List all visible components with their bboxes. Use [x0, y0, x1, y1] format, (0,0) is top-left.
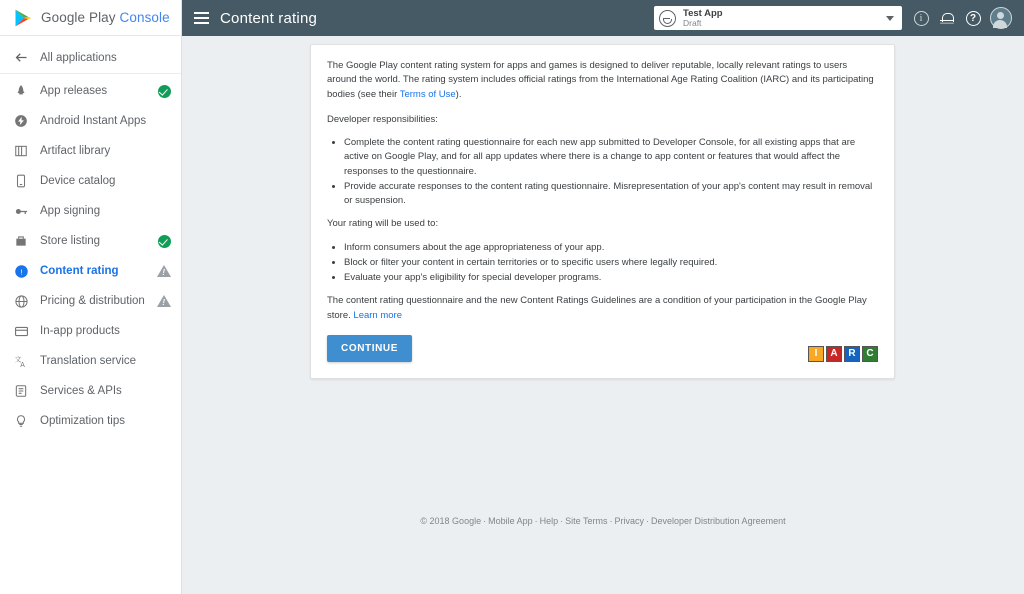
list-item: • Complete the content rating questionnaire for each new app submitted to Developer Console, for all existing apps that are active on Google Play, and for all app updates where there is a change to app content or features that would affect the responses to the questionnaire.: [344, 136, 878, 179]
sidebar-item-label: Device catalog: [40, 175, 116, 187]
svg-text:!: !: [19, 266, 23, 276]
card-icon: [13, 323, 29, 339]
footer-link-privacy[interactable]: Privacy: [614, 516, 645, 526]
status-badge-check: [157, 235, 171, 248]
globe-icon: [13, 293, 29, 309]
app-status: Draft: [683, 17, 702, 28]
topbar: [182, 0, 1024, 36]
instant-apps-icon: [13, 113, 29, 129]
api-icon: [13, 383, 29, 399]
responsibilities-list: [327, 136, 878, 208]
sidebar-item-store-listing[interactable]: [0, 226, 181, 256]
translate-icon: [13, 353, 29, 369]
footer-link-mobile-app[interactable]: Mobile App: [488, 516, 533, 526]
iarc-letter-a: A: [826, 346, 842, 362]
content-rating-icon: [13, 263, 29, 279]
page-footer: © 2018 Google · Mobile App · Help · Site Terms · Privacy · Developer Distribution Agreement: [420, 516, 786, 526]
footer-link-help[interactable]: Help: [539, 516, 559, 526]
arrow-left-icon: [13, 50, 29, 66]
rocket-icon: [13, 83, 29, 99]
intro-paragraph: [327, 59, 878, 102]
library-icon: [13, 143, 29, 159]
sidebar-item-app-signing[interactable]: [0, 196, 181, 226]
sidebar-item-device-catalog[interactable]: [0, 166, 181, 196]
app-selector-meta: [683, 9, 886, 28]
sidebar-item-app-releases[interactable]: [0, 76, 181, 106]
sidebar: [0, 0, 182, 594]
info-icon[interactable]: i: [908, 5, 934, 31]
account-avatar-icon[interactable]: [986, 5, 1012, 31]
app-avatar-icon: [659, 10, 676, 27]
sidebar-item-label: Optimization tips: [40, 415, 126, 427]
brand-title-google: Google Play: [41, 10, 120, 25]
hamburger-icon[interactable]: [182, 10, 220, 26]
status-badge-warning: [157, 265, 171, 277]
chevron-down-icon[interactable]: [886, 16, 894, 21]
sidebar-item-label: App signing: [40, 205, 101, 217]
svg-text:A: A: [19, 361, 25, 369]
iarc-letter-r: R: [844, 346, 860, 362]
bell-icon[interactable]: [934, 5, 960, 31]
play-logo-icon: [13, 8, 33, 28]
list-item: • Provide accurate responses to the content rating questionnaire. Misrepresentation of your app's content may result in removal or suspension.: [344, 180, 878, 209]
sidebar-item-label: Pricing & distribution: [40, 295, 145, 307]
iarc-logo: [808, 346, 878, 362]
content-rating-card: [310, 44, 895, 379]
sidebar-item-label: Content rating: [40, 265, 119, 277]
usage-list: [327, 241, 878, 286]
key-icon: [13, 203, 29, 219]
status-badge-warning: [157, 295, 171, 307]
sidebar-item-label: Store listing: [40, 235, 101, 247]
footer-link-site-terms[interactable]: Site Terms: [565, 516, 608, 526]
sidebar-item-all-applications[interactable]: [0, 42, 181, 74]
svg-text:文: 文: [14, 356, 21, 363]
sidebar-item-optimization-tips[interactable]: [0, 406, 181, 436]
status-badge-check: [157, 85, 171, 98]
sidebar-item-services-apis[interactable]: [0, 376, 181, 406]
footer-copyright: © 2018 Google: [420, 516, 482, 526]
brand-header[interactable]: [0, 0, 181, 36]
sidebar-item-label: Android Instant Apps: [40, 115, 147, 127]
sidebar-item-android-instant-apps[interactable]: [0, 106, 181, 136]
help-icon[interactable]: ?: [960, 5, 986, 31]
sidebar-item-pricing-distribution[interactable]: [0, 286, 181, 316]
iarc-letter-i: I: [808, 346, 824, 362]
page-title: Content rating: [220, 9, 318, 27]
terms-of-use-link[interactable]: Terms of Use: [399, 88, 456, 100]
card-footer-row: [327, 335, 878, 362]
sidebar-nav: [0, 36, 181, 436]
intro-text-part1: The Google Play content rating system for apps and games is designed to deliver reputable, locally relevant ratings to users around the world. The rating system includes official ratings from the International Age Rating Coalition (IARC) and its participating bodies (see their: [327, 60, 874, 100]
guidelines-paragraph: [327, 294, 878, 323]
guidelines-text: The content rating questionnaire and the new Content Ratings Guidelines are a condition of your participation in the Google Play store.: [327, 295, 867, 321]
sidebar-item-label: All applications: [40, 51, 117, 64]
footer-link-developer-distribution-agreement[interactable]: Developer Distribution Agreement: [651, 516, 786, 526]
bulb-icon: [13, 413, 29, 429]
store-icon: [13, 233, 29, 249]
main-area: [182, 0, 1024, 594]
app-selector[interactable]: [654, 6, 902, 30]
responsibilities-heading: Developer responsibilities:: [327, 113, 438, 125]
list-item: • Block or filter your content in certain territories or to specific users where legally required.: [344, 256, 878, 270]
learn-more-link[interactable]: Learn more: [353, 309, 402, 321]
sidebar-item-label: In-app products: [40, 325, 120, 337]
iarc-letter-c: C: [862, 346, 878, 362]
topbar-right: [654, 5, 1012, 31]
brand-title: [41, 10, 170, 25]
list-item: • Inform consumers about the age appropriateness of your app.: [344, 241, 878, 255]
list-item: • Evaluate your app's eligibility for special developer programs.: [344, 271, 878, 285]
usage-heading: Your rating will be used to:: [327, 218, 439, 230]
app-name: Test App: [683, 7, 723, 19]
brand-title-console: Console: [119, 10, 170, 25]
sidebar-item-in-app-products[interactable]: [0, 316, 181, 346]
sidebar-item-label: Services & APIs: [40, 385, 122, 397]
sidebar-item-content-rating[interactable]: [0, 256, 181, 286]
sidebar-item-translation-service[interactable]: [0, 346, 181, 376]
content-area: [182, 36, 1024, 594]
sidebar-item-label: Artifact library: [40, 145, 111, 157]
continue-button[interactable]: CONTINUE: [327, 335, 412, 362]
sidebar-item-artifact-library[interactable]: [0, 136, 181, 166]
sidebar-item-label: Translation service: [40, 355, 137, 367]
device-icon: [13, 173, 29, 189]
sidebar-item-label: App releases: [40, 85, 108, 97]
intro-text-part2: ).: [455, 88, 462, 100]
